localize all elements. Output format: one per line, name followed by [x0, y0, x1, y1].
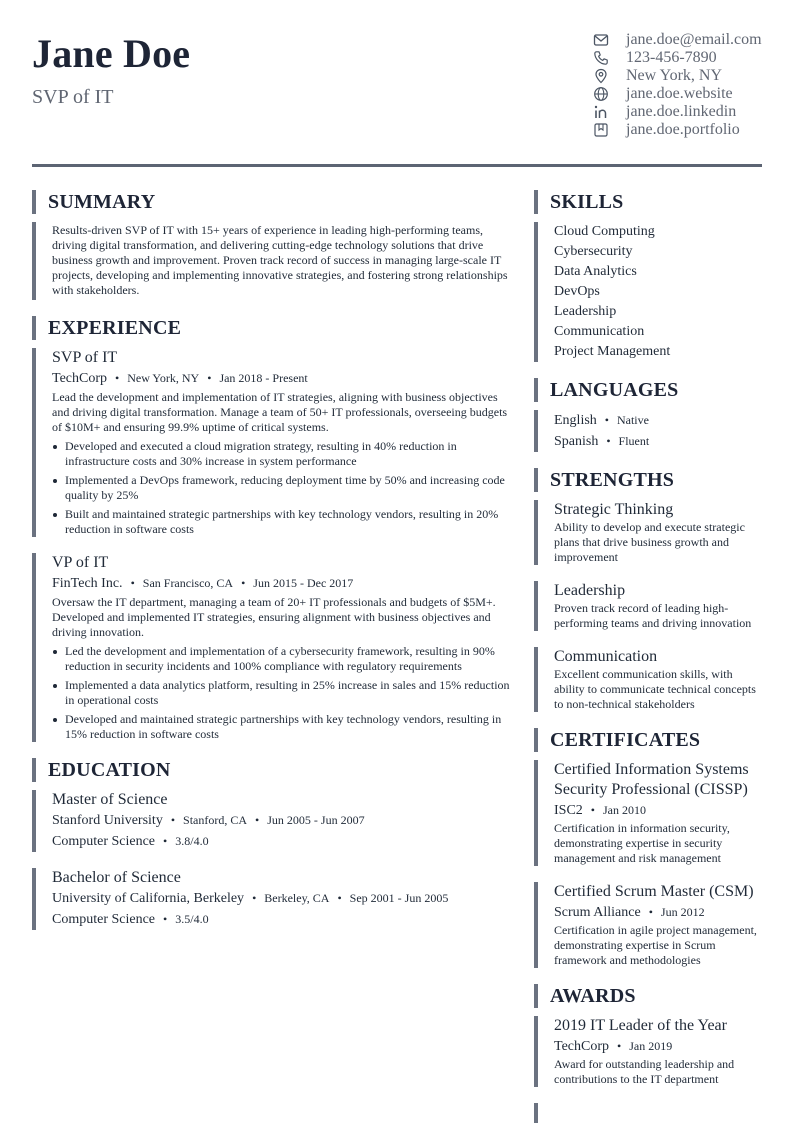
certificates-heading: CERTIFICATES — [534, 728, 764, 752]
contact-portfolio[interactable] — [593, 121, 762, 139]
location-icon — [593, 68, 609, 84]
award-title: 2019 IT Leader of the Year — [554, 1017, 727, 1034]
job-dates: Jun 2015 - Dec 2017 — [253, 576, 354, 590]
separator-dot: • — [163, 912, 168, 926]
strength-description: Excellent communication skills, with ability to communicate technical concepts to non-technical stakeholders — [554, 667, 756, 711]
skills-section — [534, 222, 764, 362]
languages-heading: LANGUAGES — [534, 378, 764, 402]
education-item — [32, 868, 516, 930]
award-description: Award for outstanding leadership and contributions to the IT department — [554, 1057, 735, 1086]
strength-title: Communication — [554, 648, 658, 665]
strength-title: Strategic Thinking — [554, 501, 674, 518]
summary-heading: SUMMARY — [32, 190, 516, 214]
certificate-title: Certified Scrum Master (CSM) — [554, 883, 754, 900]
skill-item: Cloud Computing — [554, 224, 655, 239]
language-name: Spanish — [554, 434, 599, 449]
contact-list — [593, 31, 762, 139]
language-name: English — [554, 413, 597, 428]
separator-dot: • — [241, 576, 246, 590]
strength-description: Ability to develop and execute strategic plans that drive business growth and improvement — [554, 520, 745, 564]
certificate-issuer: Scrum Alliance — [554, 905, 641, 920]
left-column — [32, 190, 516, 946]
contact-linkedin-text: jane.doe.linkedin — [626, 103, 737, 120]
experience-heading: EXPERIENCE — [32, 316, 516, 340]
degree: Bachelor of Science — [52, 869, 181, 886]
award-date: Jan 2019 — [629, 1039, 673, 1053]
language-item — [554, 410, 764, 431]
job-bullet: Developed and executed a cloud migration strategy, resulting in 40% reduction in infrastructure costs and 30% increase in system performance — [52, 439, 516, 469]
job-company: TechCorp — [52, 371, 108, 386]
job-dates: Jan 2018 - Present — [219, 371, 308, 385]
separator-dot: • — [648, 905, 653, 919]
education-field — [52, 831, 516, 852]
separator-dot: • — [130, 576, 135, 590]
school: University of California, Berkeley — [52, 891, 245, 906]
summary-section — [32, 222, 516, 300]
experience-item — [32, 348, 516, 537]
awards-heading: AWARDS — [534, 984, 764, 1008]
job-title: VP of IT — [52, 554, 109, 571]
strengths-heading: STRENGTHS — [534, 468, 764, 492]
skill-item: Communication — [554, 324, 645, 339]
language-level: Native — [616, 413, 649, 427]
job-meta — [52, 368, 516, 389]
portfolio-icon — [593, 122, 609, 138]
skill-item: Cybersecurity — [554, 244, 633, 259]
candidate-name: Jane Doe — [32, 31, 191, 76]
contact-email[interactable] — [593, 31, 762, 49]
certificate-item — [534, 882, 764, 968]
contact-portfolio-text: jane.doe.portfolio — [626, 121, 740, 138]
education-dates: Sep 2001 - Jun 2005 — [349, 891, 449, 905]
skills-heading: SKILLS — [534, 190, 764, 214]
contact-linkedin[interactable] — [593, 103, 762, 121]
job-bullet: Developed and maintained strategic partnerships with key technology vendors, resulting in 15% reduction in software costs — [52, 712, 516, 742]
certificate-issuer: ISC2 — [554, 803, 583, 818]
mail-icon — [593, 32, 609, 48]
contact-phone-text: 123-456-7890 — [626, 49, 717, 66]
separator-dot: • — [207, 371, 212, 385]
languages-section — [534, 410, 764, 452]
header-divider — [32, 164, 762, 167]
job-description: Oversaw the IT department, managing a team of 20+ IT professionals and budgets of $5M+. Developed and implemented IT strategies, ensuring alignment with business objectives and driving innovation. — [52, 595, 496, 639]
school-location: Berkeley, CA — [264, 891, 330, 905]
certificate-date: Jun 2012 — [660, 905, 705, 919]
school: Stanford University — [52, 813, 163, 828]
education-meta — [52, 888, 516, 909]
strength-item — [534, 581, 764, 631]
job-bullets — [52, 439, 516, 537]
skill-item: Data Analytics — [554, 264, 637, 279]
contact-phone[interactable] — [593, 49, 762, 67]
language-level: Fluent — [618, 434, 650, 448]
contact-website[interactable] — [593, 85, 762, 103]
right-column — [534, 190, 764, 1123]
certificate-meta — [554, 800, 764, 821]
school-location: Stanford, CA — [183, 813, 248, 827]
experience-item — [32, 553, 516, 742]
contact-email-text: jane.doe@email.com — [626, 31, 762, 48]
strength-item — [534, 500, 764, 565]
award-meta — [554, 1036, 764, 1057]
certificate-meta — [554, 902, 764, 923]
certificate-description: Certification in agile project management, demonstrating expertise in Scrum framework and methodologies — [554, 923, 757, 967]
separator-dot: • — [617, 1039, 622, 1053]
job-bullet: Implemented a data analytics platform, resulting in 25% increase in sales and 15% reduction in operational costs — [52, 678, 516, 708]
contact-website-text: jane.doe.website — [626, 85, 733, 102]
empty-section-block — [534, 1103, 764, 1123]
strength-item — [534, 647, 764, 712]
award-item — [534, 1016, 764, 1087]
strength-title: Leadership — [554, 582, 626, 599]
award-issuer: TechCorp — [554, 1039, 610, 1054]
contact-location — [593, 67, 762, 85]
job-bullet: Led the development and implementation of a cybersecurity framework, resulting in 90% reduction in security incidents and 100% compliance with regulatory requirements — [52, 644, 516, 674]
contact-location-text: New York, NY — [626, 67, 723, 84]
education-dates: Jun 2005 - Jun 2007 — [267, 813, 365, 827]
phone-icon — [593, 50, 609, 66]
education-heading: EDUCATION — [32, 758, 516, 782]
degree: Master of Science — [52, 791, 168, 808]
skill-item: Project Management — [554, 344, 671, 359]
job-description: Lead the development and implementation of IT strategies, aligning with business objectives and driving digital transformation. Manage a team of 50+ IT professionals, overseeing budgets of $10M+ and ensuring 99.9% uptime of critical systems. — [52, 390, 508, 434]
job-company: FinTech Inc. — [52, 576, 123, 591]
strength-description: Proven track record of leading high-performing teams and driving innovation — [554, 601, 752, 630]
job-title: SVP of IT — [52, 349, 118, 366]
separator-dot: • — [606, 434, 611, 448]
separator-dot: • — [590, 803, 595, 817]
candidate-title: SVP of IT — [32, 86, 114, 108]
skill-item: Leadership — [554, 304, 617, 319]
education-field — [52, 909, 516, 930]
language-item — [554, 431, 764, 452]
certificate-description: Certification in information security, demonstrating expertise in security management and risk management — [554, 821, 730, 865]
certificate-date: Jan 2010 — [603, 803, 646, 817]
job-location: San Francisco, CA — [142, 576, 234, 590]
skill-item: DevOps — [554, 284, 600, 299]
education-item — [32, 790, 516, 852]
summary-text: Results-driven SVP of IT with 15+ years of experience in leading high-performing teams, driving digital transformation, and delivering cutting-edge technology solutions that drive business growth and improvement. Proven track record of success in managing large-scale IT projects, developing and implementing innovative strategies, and fostering strong relationships with stakeholders. — [52, 223, 508, 297]
linkedin-icon — [593, 104, 609, 120]
separator-dot: • — [337, 891, 342, 905]
field-of-study: Computer Science — [52, 834, 156, 849]
certificate-item — [534, 760, 764, 866]
gpa: 3.8/4.0 — [175, 834, 209, 848]
job-location: New York, NY — [127, 371, 200, 385]
separator-dot: • — [252, 891, 257, 905]
certificate-title: Certified Information Systems Security Professional (CISSP) — [554, 761, 749, 798]
education-meta — [52, 810, 516, 831]
globe-icon — [593, 86, 609, 102]
job-meta — [52, 573, 516, 594]
separator-dot: • — [115, 371, 120, 385]
job-bullet: Built and maintained strategic partnerships with key technology vendors, resulting in 20% reduction in software costs — [52, 507, 516, 537]
gpa: 3.5/4.0 — [175, 912, 209, 926]
job-bullet: Implemented a DevOps framework, reducing deployment time by 50% and increasing code quality by 25% — [52, 473, 516, 503]
separator-dot: • — [604, 413, 609, 427]
separator-dot: • — [255, 813, 260, 827]
separator-dot: • — [170, 813, 176, 827]
job-bullets — [52, 644, 516, 742]
field-of-study: Computer Science — [52, 912, 156, 927]
separator-dot: • — [163, 834, 168, 848]
